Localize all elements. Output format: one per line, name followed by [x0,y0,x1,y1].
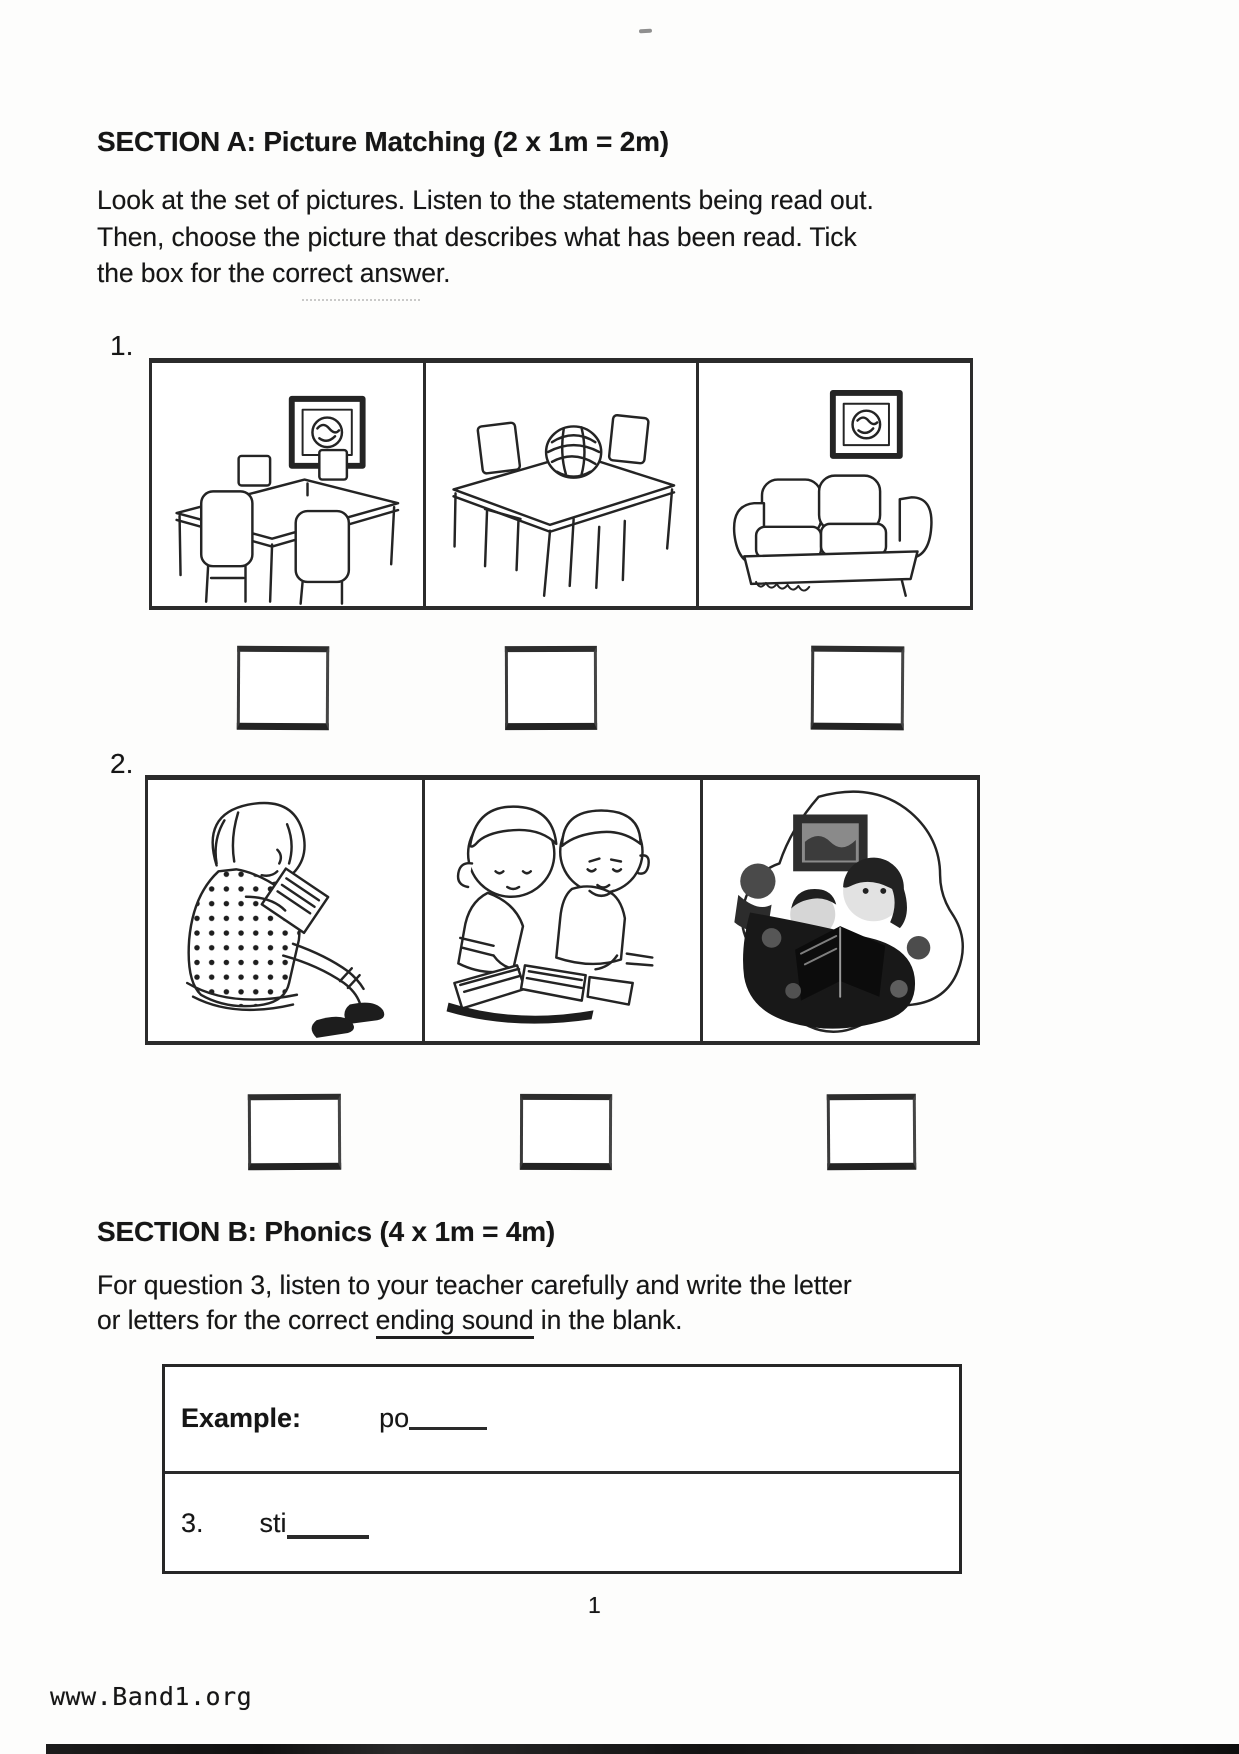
footer-site-url: www.Band1.org [50,1682,253,1711]
question-3-number: 3. [181,1508,204,1538]
q1-picture-dining-table-frame [152,363,423,606]
q2-answer-checkbox-1[interactable] [248,1094,341,1170]
section-b-heading: SECTION B: Phonics (4 x 1m = 4m) [97,1216,556,1247]
question-1-number: 1. [110,330,134,361]
scan-bottom-bar [46,1744,1239,1754]
scan-artifact-dash [639,29,652,34]
question-2-picture-grid [145,775,980,1045]
q2-answer-checkbox-2[interactable] [520,1094,612,1170]
question-3-answer-blank[interactable] [287,1521,369,1539]
instruction-line [97,1303,852,1338]
q1-answer-checkbox-3[interactable] [811,646,905,731]
q2-picture-two-children-reading [422,780,699,1041]
q1-answer-checkbox-1[interactable] [237,646,329,730]
instruction-line: the box for the correct answer. [97,258,451,288]
example-answer-blank[interactable] [409,1413,487,1430]
underlined-phrase: ending sound [376,1305,534,1339]
q2-picture-family-reading [700,780,977,1041]
family-reading-picture-icon [703,780,977,1041]
question-1-picture-grid [149,358,973,610]
question-2-number: 2. [110,748,134,779]
section-a-heading: SECTION A: Picture Matching (2 x 1m = 2m) [97,126,669,157]
phonics-answer-box [162,1364,962,1574]
instruction-line: Look at the set of pictures. Listen to the statements being read out. [97,185,874,215]
section-b-instructions [97,1268,852,1338]
q1-answer-checkbox-2[interactable] [505,646,597,730]
q1-picture-sofa-frame [696,363,970,606]
example-row [165,1367,959,1474]
question-3-prompt: sti [259,1508,287,1538]
scan-artifact-dots [302,297,420,301]
question-3-row [165,1474,959,1577]
example-label: Example: [181,1403,302,1433]
instruction-line-part: or letters for the correct [97,1305,376,1335]
q2-answer-checkbox-3[interactable] [827,1094,917,1171]
q2-picture-girl-reading [148,780,422,1041]
dining-table-picture-icon [152,363,423,606]
sofa-picture-icon [699,363,970,606]
section-a-instructions [97,182,874,292]
children-reading-picture-icon [425,780,699,1041]
instruction-line: For question 3, listen to your teacher carefully and write the letter [97,1270,852,1300]
instruction-line-part: in the blank. [533,1305,683,1335]
instruction-line: Then, choose the picture that describes what has been read. Tick [97,221,857,252]
page-number: 1 [588,1592,601,1618]
q1-picture-table-basket [423,363,697,606]
table-basket-picture-icon [426,363,697,606]
girl-reading-picture-icon [148,780,422,1041]
example-prompt: po [379,1403,410,1433]
